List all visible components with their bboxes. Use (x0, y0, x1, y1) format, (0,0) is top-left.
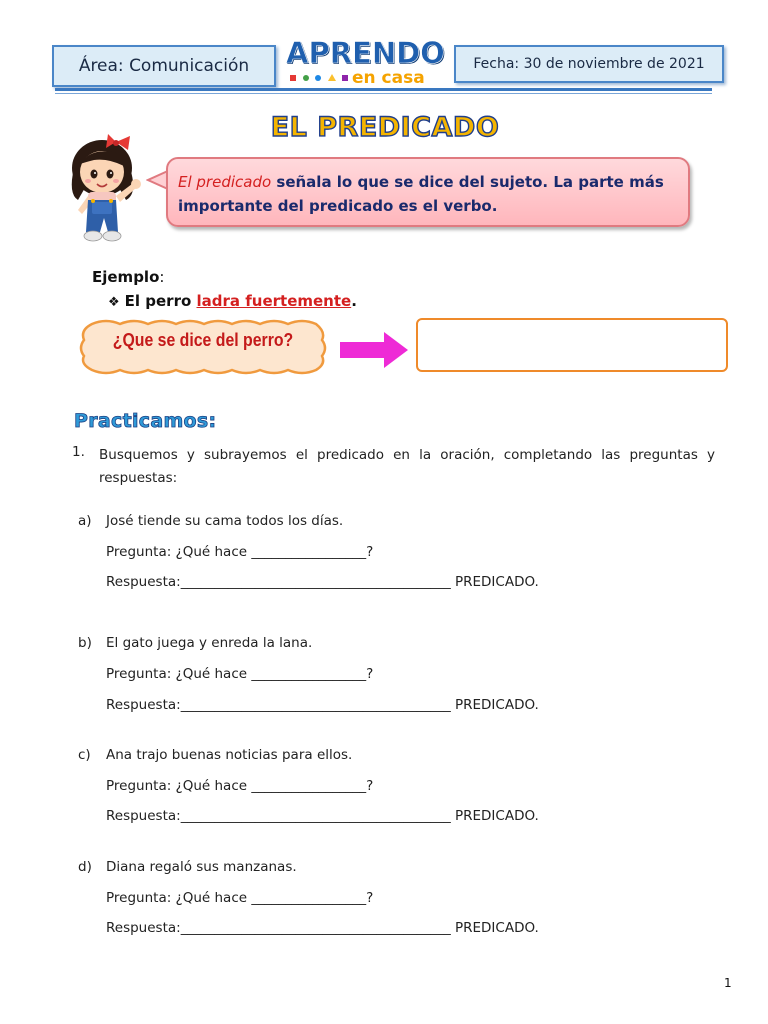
definition-text (178, 170, 678, 218)
item-sentence: Ana trajo buenas noticias para ellos. (106, 747, 353, 763)
area-label: Área: Comunicación (78, 56, 250, 76)
page-title: EL PREDICADO (270, 112, 500, 143)
diamond-bullet-icon: ❖ (108, 295, 120, 310)
item-question-line[interactable]: Pregunta: ¿Qué hace _________________? (106, 778, 374, 794)
header-divider-thin (55, 93, 712, 94)
instruction-text: Busquemos y subrayemos el predicado en la oración, completando las preguntas y respuestas: (99, 447, 715, 486)
example-subject: El perro (124, 292, 197, 310)
item-answer-line[interactable]: Respuesta:________________________________________ PREDICADO. (106, 697, 539, 713)
example-colon: : (159, 268, 165, 286)
instruction-number: 1. (72, 444, 85, 460)
item-answer-line[interactable]: Respuesta:________________________________________ PREDICADO. (106, 808, 539, 824)
date-label-box (454, 45, 724, 83)
logo-shapes-icon (290, 72, 350, 86)
aprendo-en-casa-logo (286, 36, 445, 88)
example-question: ¿Que se dice del perro? (112, 330, 294, 350)
example-heading (92, 268, 164, 286)
logo-title: APRENDO (286, 36, 445, 70)
definition-rest: señala lo que se dice del sujeto. La parte más importante del predicado es el verbo. (178, 173, 664, 215)
item-sentence: El gato juega y enreda la lana. (106, 635, 313, 651)
example-period: . (351, 292, 357, 310)
logo-subtitle: en casa (352, 68, 425, 88)
page-number: 1 (724, 976, 732, 990)
item-sentence: José tiende su cama todos los días. (106, 513, 344, 529)
practice-title: Practicamos: (74, 410, 217, 432)
girl-character-icon (60, 134, 152, 246)
item-letter: a) (78, 513, 92, 529)
definition-highlight: El predicado (178, 173, 272, 191)
item-question-line[interactable]: Pregunta: ¿Qué hace _________________? (106, 890, 374, 906)
date-label: Fecha: 30 de noviembre de 2021 (473, 56, 705, 72)
item-sentence: Diana regaló sus manzanas. (106, 859, 297, 875)
example-label: Ejemplo (92, 268, 160, 286)
example-sentence (108, 292, 357, 310)
item-letter: b) (78, 635, 92, 651)
item-answer-line[interactable]: Respuesta:________________________________________ PREDICADO. (106, 574, 539, 590)
example-predicate: ladra fuertemente (196, 292, 352, 310)
header-divider (55, 88, 712, 91)
item-question-line[interactable]: Pregunta: ¿Qué hace _________________? (106, 544, 374, 560)
right-arrow-icon (340, 332, 410, 368)
area-label-box (52, 45, 276, 87)
item-letter: d) (78, 859, 92, 875)
item-letter: c) (78, 747, 91, 763)
item-answer-line[interactable]: Respuesta:________________________________________ PREDICADO. (106, 920, 539, 936)
item-question-line[interactable]: Pregunta: ¿Qué hace _________________? (106, 666, 374, 682)
example-answer-box[interactable] (416, 318, 728, 372)
